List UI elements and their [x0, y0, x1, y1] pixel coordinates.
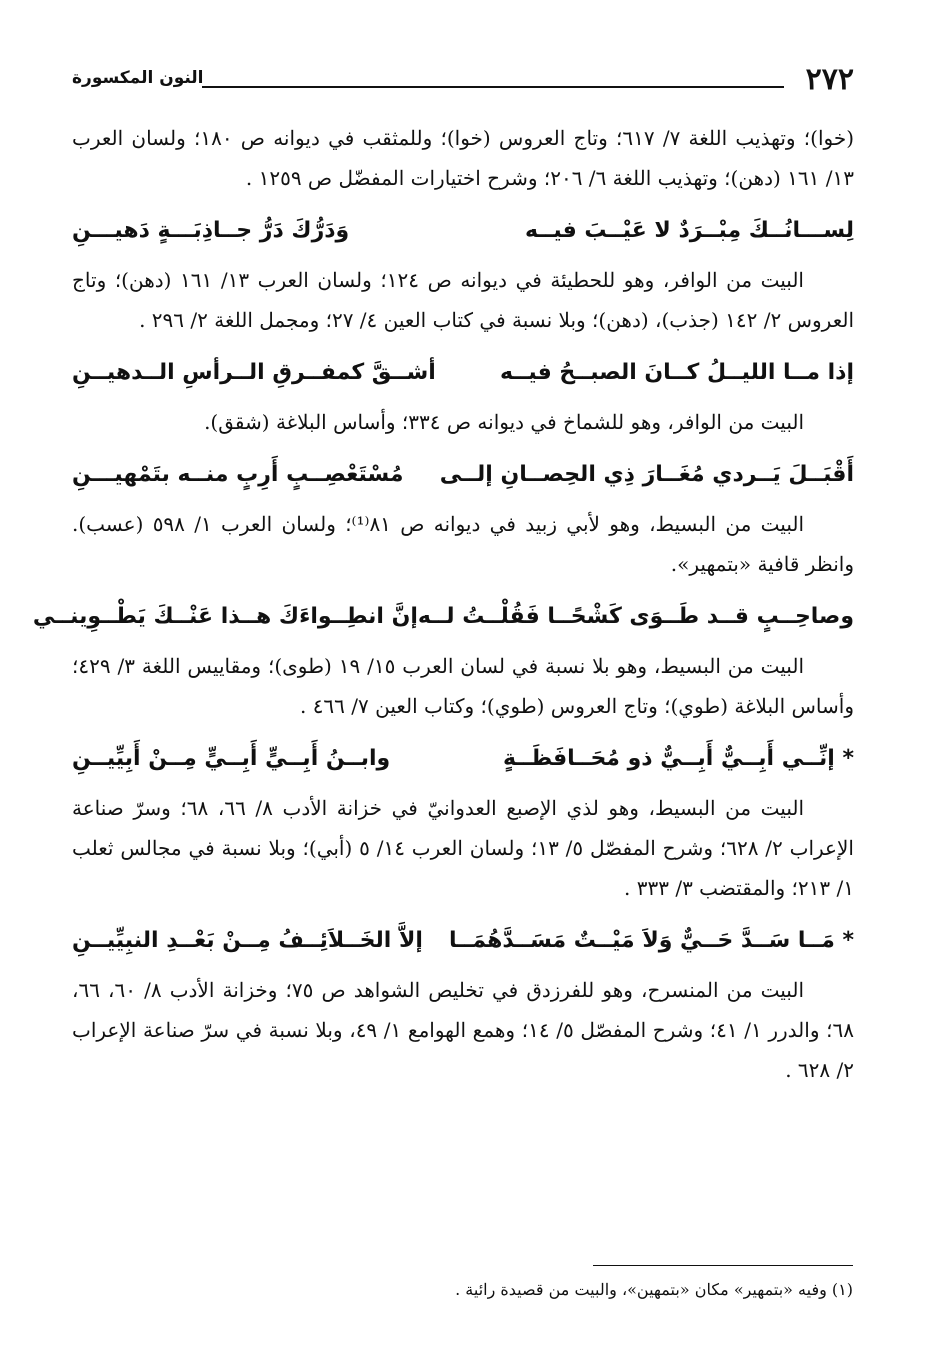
running-title: النون المكسورة: [72, 68, 204, 88]
intro-paragraph: (خوا)؛ وتهذيب اللغة ٧/ ٦١٧؛ وتاج العروس (خوا)؛ وللمثقب في ديوانه ص ١٨٠؛ ولسان العرب ١٣/ ١٦١ (دهن)؛ وتهذيب اللغة ٦/ ٢٠٦؛ وشرح اختيارات المفضّل ص ١٢٥٩ .: [72, 126, 855, 190]
verse-note: البيت من البسيط، وهو لأبي زبيد في ديوانه ص ٨١⁽¹⁾؛ ولسان العرب ١/ ٥٩٨ (عسب). وانظر قافية «بتمهير».: [72, 512, 854, 576]
verse-second-hemistich: أشــقَّ كمفــرقِ الــرأسِ الــدهيــنِ: [72, 359, 436, 385]
verse-first-hemistich: أَقْبَــلَ يَــردي مُغَــارَ ذِي الحِصــانِ إلــى: [439, 461, 854, 487]
verse-second-hemistich: إلاَّ الخَــلاَئِــفُ مِــنْ بَعْــدِ النبِيِّيــنِ: [72, 927, 423, 953]
verse-first-hemistich: إذا مــا الليــلُ كــانَ الصبــحُ فيــه: [499, 359, 854, 385]
verse-note: البيت من الوافر، وهو للحطيئة في ديوانه ص ١٢٤؛ ولسان العرب ١٣/ ١٦١ (دهن)؛ وتاج العروس ٢/ ١٤٢ (جذب)، (دهن)؛ وبلا نسبة في كتاب العين ٤/ ٢٧؛ ومجمل اللغة ٢/ ٢٩٦ .: [72, 268, 854, 332]
verse-entry: [72, 446, 854, 584]
footnote-rule: [593, 1265, 853, 1266]
verse-first-hemistich: وصاحِــبٍ قــد طَــوَى كَشْحًــا فَقُلْــتُ لــه: [417, 603, 854, 629]
verse-line: [32, 588, 854, 644]
verse-line: [72, 202, 854, 258]
verse-entry: [72, 912, 854, 1090]
verse-second-hemistich: وابــنُ أَبِــيٍّ أَبِــيٍّ مِــنْ أَبِيِّيــنِ: [72, 745, 391, 771]
page-number: ٢٧٢: [805, 62, 854, 97]
verse-second-hemistich: إنَّ انطِــواءَكَ هــذا عَنْــكَ يَطْــوِينــي: [32, 603, 418, 629]
verse-note: البيت من البسيط، وهو لذي الإصبع العدوانيّ في خزانة الأدب ٨/ ٦٦، ٦٨؛ وسرّ صناعة الإعراب ٢/ ٦٢٨؛ وشرح المفصّل ٥/ ١٣؛ ولسان العرب ١٤/ ٥ (أبي)؛ وبلا نسبة في مجالس ثعلب ١/ ٢١٣؛ والمقتضب ٣/ ٣٣٣ .: [72, 796, 854, 900]
verse-entry: [72, 730, 854, 908]
verse-note: البيت من المنسرح، وهو للفرزدق في تخليص الشواهد ص ٧٥؛ وخزانة الأدب ٨/ ٦٠، ٦٦، ٦٨؛ والدرر ١/ ٤١؛ وشرح المفصّل ٥/ ١٤؛ وهمع الهوامع ١/ ٤٩، وبلا نسبة في سرّ صناعة الإعراب ٢/ ٦٢٨ .: [72, 978, 854, 1082]
verse-line: [72, 730, 854, 786]
verse-entry: [72, 344, 854, 442]
page-header: [72, 62, 854, 97]
verse-second-hemistich: وَدَرُّكَ دَرُّ جــاذِبَـــةٍ دَهيـــنِ: [72, 217, 350, 243]
footnote: (١) وفيه «بتمهير» مكان «بتمهين»، والبيت من قصيدة رائية .: [455, 1280, 853, 1299]
verse-first-hemistich: * إنِّــي أَبِــيٌّ أَبِــيٌّ ذو مُحَــافَظَــةٍ: [502, 745, 854, 771]
verse-second-hemistich: مُسْتَعْصِــبٍ أَرِبٍ منــه بتَمْهيـــنِ: [72, 461, 404, 487]
verse-first-hemistich: لِســـانُــكَ مِبْــرَدٌ لا عَيْــبَ فيــه: [525, 217, 854, 243]
verse-line: [72, 446, 854, 502]
verse-line: [72, 344, 854, 400]
verse-entry: [72, 202, 854, 340]
verse-note: البيت من الوافر، وهو للشماخ في ديوانه ص ٣٣٤؛ وأساس البلاغة (شقق).: [204, 410, 804, 434]
verse-entry: [32, 588, 854, 726]
verse-first-hemistich: * مَــا سَــدَّ حَــيٌّ وَلاَ مَيْــتٌ مَسَــدَّهُمَــا: [449, 927, 854, 953]
page-content: [32, 118, 855, 1090]
header-rule: [202, 86, 784, 88]
verse-line: [72, 912, 854, 968]
verse-note: البيت من البسيط، وهو بلا نسبة في لسان العرب ١٥/ ١٩ (طوى)؛ ومقاييس اللغة ٣/ ٤٢٩؛ وأساس البلاغة (طوي)؛ وتاج العروس (طوي)؛ وكتاب العين ٧/ ٤٦٦ .: [72, 654, 854, 718]
